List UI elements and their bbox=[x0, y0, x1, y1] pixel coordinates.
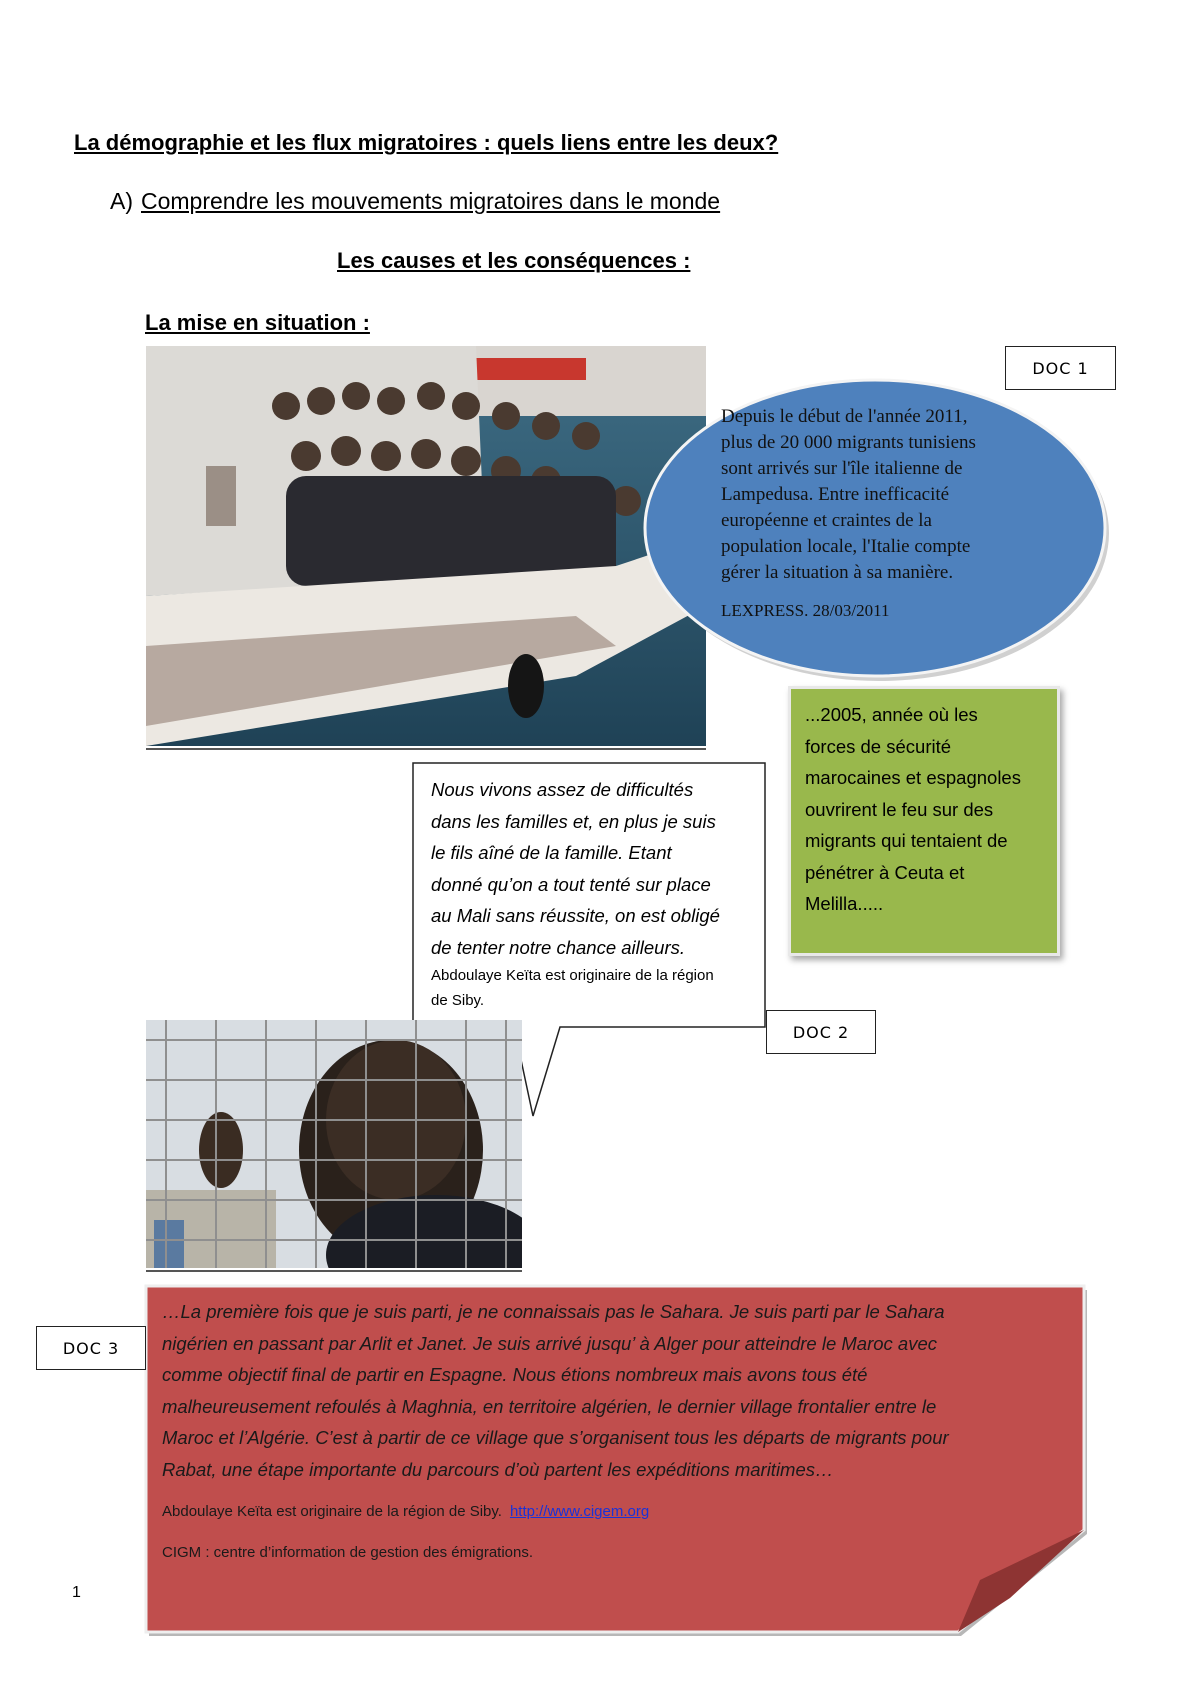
doc2-quote-line: donné qu’on a tout tenté sur place bbox=[431, 873, 711, 895]
doc3-text bbox=[162, 1296, 1062, 1561]
green-box-line: ouvrirent le feu sur des bbox=[805, 798, 994, 820]
green-box-line: ...2005, année où les bbox=[805, 704, 978, 725]
doc3-quote-line: Rabat, une étape importante du parcours d’où partent les expéditions maritimes… bbox=[162, 1458, 834, 1480]
section-heading bbox=[110, 188, 720, 215]
page-number: 1 bbox=[72, 1584, 81, 1601]
doc1-line: Lampedusa. Entre inefficacité bbox=[721, 484, 950, 505]
doc3-note: CIGM : centre d’information de gestion des émigrations. bbox=[162, 1544, 534, 1561]
green-box-line: forces de sécurité bbox=[805, 735, 952, 757]
doc2-quote-line: le fils aîné de la famille. Etant bbox=[431, 842, 672, 863]
migrant-fence-photo bbox=[146, 1020, 522, 1272]
green-box-line: migrants qui tentaient de bbox=[805, 830, 1008, 851]
doc1-source: LEXPRESS. 28/03/2011 bbox=[721, 601, 890, 620]
doc3-quote-line: comme objectif final de partir en Espagne. Nous étions nombreux mais avons tous été bbox=[162, 1364, 868, 1385]
doc3-label: DOC 3 bbox=[36, 1326, 146, 1370]
section-title: Comprendre les mouvements migratoires dans le monde bbox=[141, 188, 721, 214]
doc1-line: plus de 20 000 migrants tunisiens bbox=[721, 432, 976, 453]
green-box-line: marocaines et espagnoles bbox=[805, 767, 1021, 788]
doc3-quote-line: nigérien en passant par Arlit et Janet. Je suis arrivé jusqu’ à Alger pour atteindre le Maroc avec bbox=[162, 1332, 938, 1354]
doc2-quote-line: au Mali sans réussite, on est obligé bbox=[431, 905, 720, 926]
doc3-quote-line: Maroc et l’Algérie. C’est à partir de ce village que s’organisent tous les départs de migrants pour bbox=[162, 1427, 949, 1448]
doc2-source-line: de Siby. bbox=[431, 992, 485, 1009]
doc2-text bbox=[431, 774, 761, 1013]
doc2-quote-line: dans les familles et, en plus je suis bbox=[431, 810, 716, 832]
doc2-quote-line: Nous vivons assez de difficultés bbox=[431, 779, 694, 800]
doc2-label: DOC 2 bbox=[766, 1010, 876, 1054]
doc1-line: européenne et craintes de la bbox=[721, 510, 932, 531]
doc2-quote-line: de tenter notre chance ailleurs. bbox=[431, 936, 686, 958]
doc3-quote-line: …La première fois que je suis parti, je ne connaissais pas le Sahara. Je suis parti par le Sahara bbox=[162, 1301, 945, 1322]
doc3-source-line bbox=[162, 1503, 1062, 1520]
doc1-label: DOC 1 bbox=[1005, 346, 1116, 390]
doc3-source: Abdoulaye Keïta est originaire de la région de Siby. bbox=[162, 1503, 502, 1520]
green-box-line: Melilla..... bbox=[805, 893, 884, 914]
doc1-line: population locale, l'Italie compte bbox=[721, 536, 971, 557]
migrant-boat-photo bbox=[146, 346, 706, 750]
doc1-text bbox=[721, 404, 976, 624]
subsection-title: Les causes et les conséquences : bbox=[337, 248, 691, 273]
doc1-line: gérer la situation à sa manière. bbox=[721, 562, 954, 583]
cigem-link[interactable]: http://www.cigem.org bbox=[509, 1503, 650, 1520]
section-letter: A) bbox=[110, 188, 133, 214]
doc1-line: sont arrivés sur l'île italienne de bbox=[721, 458, 963, 479]
ceuta-melilla-box bbox=[788, 686, 1060, 956]
doc3-quote-line: malheureusement refoulés à Maghnia, en territoire algérien, le dernier village frontalier entre le bbox=[162, 1395, 937, 1417]
doc1-line: Depuis le début de l'année 2011, bbox=[721, 406, 968, 427]
situation-title: La mise en situation : bbox=[145, 310, 370, 335]
main-title: La démographie et les flux migratoires : quels liens entre les deux? bbox=[74, 130, 779, 155]
green-box-line: pénétrer à Ceuta et bbox=[805, 861, 965, 883]
doc2-source-line: Abdoulaye Keïta est originaire de la région bbox=[431, 967, 714, 984]
